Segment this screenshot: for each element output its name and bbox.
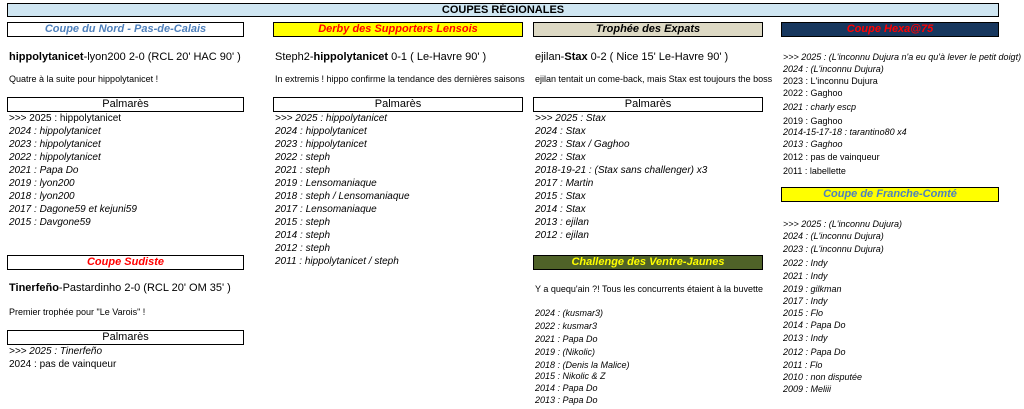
list-item: 2022 : kusmar3 [535, 321, 598, 331]
sudiste-result-detail: -Pastardinho 2-0 (RCL 20' OM 35' ) [58, 282, 231, 294]
expats-result-detail: 0-2 ( Nice 15' Le-Havre 90' ) [587, 51, 729, 63]
list-item: 2012 : pas de vainqueur [783, 152, 880, 162]
list-item: 2019 : Gaghoo [783, 116, 843, 126]
list-item: 2014 : Stax [535, 204, 586, 215]
list-item: 2022 : steph [275, 152, 331, 163]
list-item: 2024 : pas de vainqueur [9, 359, 117, 370]
list-item: 2021 : Papa Do [9, 165, 79, 176]
expats-result-winner: Stax [564, 51, 588, 63]
list-item: >>> 2025 : Stax [535, 113, 606, 124]
nord-palmares-label: Palmarès [7, 97, 244, 112]
list-item: 2017 : Indy [783, 296, 828, 306]
franche-header: Coupe de Franche-Comté [781, 187, 999, 202]
expats-palmares-label: Palmarès [533, 97, 763, 112]
sudiste-header: Coupe Sudiste [7, 255, 244, 270]
list-item: 2022 : hippolytanicet [9, 152, 101, 163]
list-item: 2014-15-17-18 : tarantino80 x4 [783, 127, 907, 137]
list-item: 2018-19-21 : (Stax sans challenger) x3 [535, 165, 708, 176]
list-item: 2017 : Dagone59 et kejuni59 [9, 204, 137, 215]
derby-result-prefix: Steph2- [275, 51, 314, 63]
list-item: 2019 : Lensomaniaque [275, 178, 377, 189]
list-item: 2024 : (L'inconnu Dujura) [783, 231, 884, 241]
list-item: 2015 : Flo [783, 308, 824, 318]
list-item: 2024 : (kusmar3) [535, 308, 604, 318]
list-item: >>> 2025 : hippolytanicet [9, 113, 122, 124]
sudiste-result-winner: Tinerfeño [9, 282, 59, 294]
list-item: >>> 2025 : (L'inconnu Dujura n'a eu qu'à lever le petit doigt) [783, 52, 1022, 62]
list-item: 2024 : hippolytanicet [275, 126, 367, 137]
list-item: 2011 : hippolytanicet / steph [275, 256, 399, 267]
sudiste-result [9, 282, 231, 295]
list-item: >>> 2025 : (L'inconnu Dujura) [783, 219, 903, 229]
list-item: 2009 : Meliii [783, 384, 832, 394]
nord-result-detail: -lyon200 2-0 (RCL 20' HAC 90' ) [83, 51, 241, 63]
list-item: 2023 : (L'inconnu Dujura) [783, 244, 884, 254]
nord-result-winner: hippolytanicet [9, 51, 84, 63]
expats-result-prefix: ejilan- [535, 51, 565, 63]
list-item: 2013 : ejilan [535, 217, 589, 228]
list-item: 2019 : (Nikolic) [535, 347, 596, 357]
list-item: 2014 : steph [275, 230, 331, 241]
sudiste-palmares-label: Palmarès [7, 330, 244, 345]
list-item: >>> 2025 : hippolytanicet [275, 113, 388, 124]
list-item: 2014 : Papa Do [535, 383, 598, 393]
list-item: 2017 : Lensomaniaque [275, 204, 377, 215]
ventre-header: Challenge des Ventre-Jaunes [533, 255, 763, 270]
nord-header: Coupe du Nord - Pas-de-Calais [7, 22, 244, 37]
list-item: 2023 : Stax / Gaghoo [535, 139, 630, 150]
list-item: 2021 : Papa Do [535, 334, 598, 344]
list-item: 2011 : labellette [783, 166, 846, 176]
derby-palmares-label: Palmarès [273, 97, 523, 112]
ventre-comment: Y a quequ'ain ?! Tous les concurrents étaient à la buvette [535, 284, 764, 294]
list-item: 2024 : hippolytanicet [9, 126, 101, 137]
list-item: >>> 2025 : Tinerfeño [9, 346, 103, 357]
list-item: 2023 : hippolytanicet [275, 139, 367, 150]
list-item: 2017 : Martin [535, 178, 594, 189]
list-item: 2022 : Stax [535, 152, 586, 163]
list-item: 2019 : lyon200 [9, 178, 75, 189]
nord-result [9, 51, 241, 64]
page-title: COUPES RÉGIONALES [7, 3, 999, 17]
list-item: 2011 : Flo [783, 360, 823, 370]
nord-comment: Quatre à la suite pour hippolytanicet ! [9, 74, 159, 84]
list-item: 2024 : (L'inconnu Dujura) [783, 64, 884, 74]
derby-result-detail: 0-1 ( Le-Havre 90' ) [388, 51, 487, 63]
list-item: 2015 : Davgone59 [9, 217, 91, 228]
derby-result [275, 51, 486, 64]
list-item: 2015 : Nikolic & Z [535, 371, 606, 381]
list-item: 2013 : Papa Do [535, 395, 598, 405]
list-item: 2022 : Gaghoo [783, 88, 843, 98]
list-item: 2012 : ejilan [535, 230, 589, 241]
list-item: 2018 : steph / Lensomaniaque [275, 191, 410, 202]
list-item: 2022 : Indy [783, 258, 828, 268]
list-item: 2012 : Papa Do [783, 347, 846, 357]
list-item: 2021 : Indy [783, 271, 828, 281]
list-item: 2012 : steph [275, 243, 331, 254]
list-item: 2023 : hippolytanicet [9, 139, 101, 150]
list-item: 2013 : Gaghoo [783, 139, 843, 149]
hexa-header: Coupe Hexa@75 [781, 22, 999, 37]
expats-header: Trophée des Expats [533, 22, 763, 37]
list-item: 2015 : Stax [535, 191, 586, 202]
list-item: 2018 : lyon200 [9, 191, 75, 202]
list-item: 2018 : (Denis la Malice) [535, 360, 630, 370]
sudiste-comment: Premier trophée pour "Le Varois" ! [9, 307, 146, 317]
list-item: 2014 : Papa Do [783, 320, 846, 330]
expats-result [535, 51, 728, 64]
list-item: 2019 : gilkman [783, 284, 842, 294]
list-item: 2015 : steph [275, 217, 331, 228]
list-item: 2021 : steph [275, 165, 331, 176]
derby-result-winner: hippolytanicet [313, 51, 389, 63]
expats-comment: ejilan tentait un come-back, mais Stax est toujours the boss [535, 74, 773, 84]
list-item: 2023 : L'inconnu Dujura [783, 76, 878, 86]
derby-comment: In extremis ! hippo confirme la tendance des dernières saisons [275, 74, 525, 84]
list-item: 2021 : charly escp [783, 102, 857, 112]
derby-header: Derby des Supporters Lensois [273, 22, 523, 37]
list-item: 2013 : Indy [783, 333, 828, 343]
list-item: 2010 : non disputée [783, 372, 863, 382]
list-item: 2024 : Stax [535, 126, 586, 137]
